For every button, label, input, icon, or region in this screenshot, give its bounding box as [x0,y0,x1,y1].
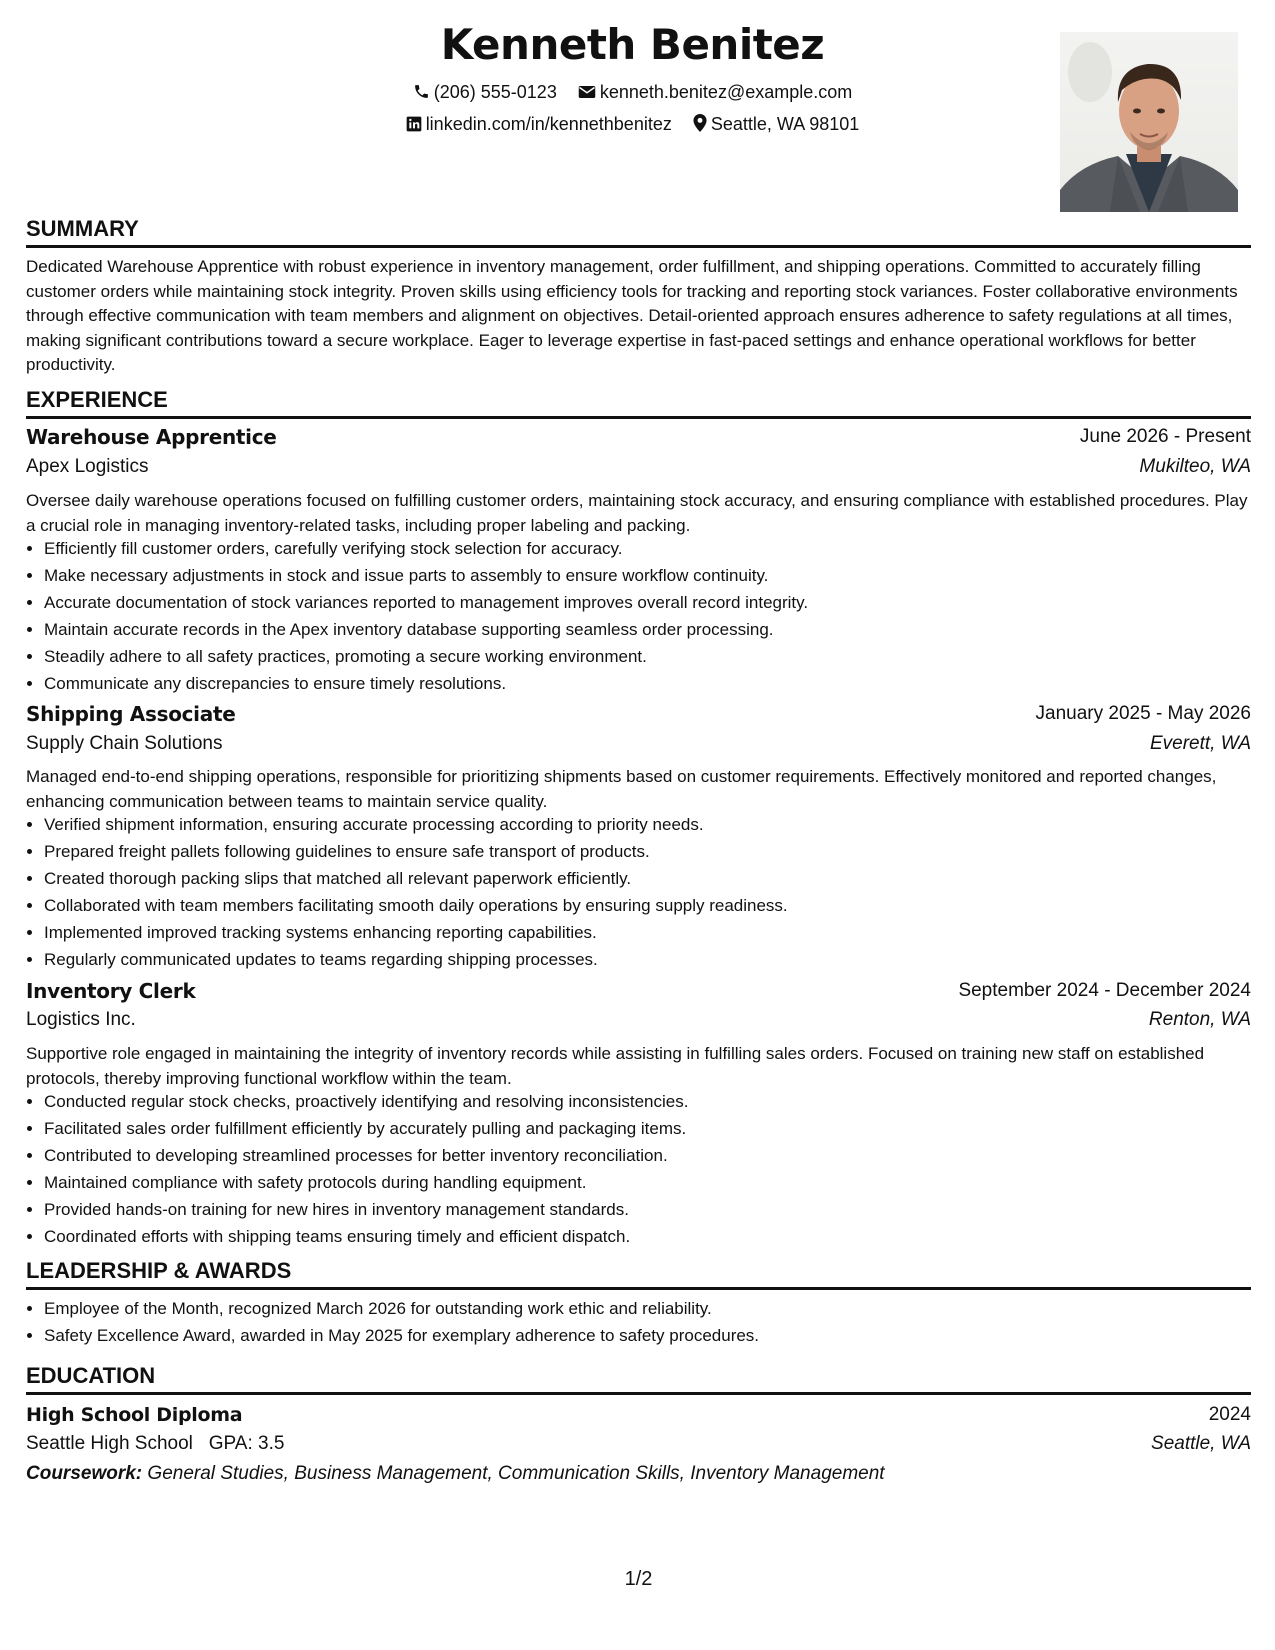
job-company: Apex Logistics [26,456,149,477]
phone-contact [413,82,557,103]
bullet-item: • Communicate any discrepancies to ensure timely resolutions. [44,672,1244,699]
map-pin-icon [693,114,707,132]
bullet-item: • Maintain accurate records in the Apex inventory database supporting seamless order processing. [44,618,1244,645]
bullet-item: • Collaborated with team members facilitating smooth daily operations by ensuring supply readiness. [44,894,1244,921]
linkedin-contact[interactable] [406,114,672,135]
bullet-item: • Contributed to developing streamlined processes for better inventory reconciliation. [44,1144,1244,1171]
job-description: Supportive role engaged in maintaining the integrity of inventory records while assisting in fulfilling sales orders. Focused on training new staff on established protocols, thereby improving functional workflow within the team. [26,1044,1205,1088]
bullet-item: • Efficiently fill customer orders, carefully verifying stock selection for accuracy. [44,537,1244,564]
bullet-item: • Maintained compliance with safety protocols during handling equipment. [44,1171,1244,1198]
job-dates: January 2025 - May 2026 [1035,703,1251,724]
bullet-item: • Regularly communicated updates to teams regarding shipping processes. [44,948,1244,975]
bullet-item: • Facilitated sales order fulfillment efficiently by accurately pulling and packaging items. [44,1117,1244,1144]
job-description: Oversee daily warehouse operations focused on fulfilling customer orders, maintaining stock accuracy, and ensuring compliance with established procedures. Play a crucial role in managing inventory-related tasks, including proper labeling and packing. [26,491,1248,535]
job-location: Renton, WA [1148,1009,1251,1030]
email-contact[interactable] [578,82,852,103]
job-dates: September 2024 - December 2024 [958,980,1251,1001]
contact-row-2 [26,114,1239,135]
job-title: Inventory Clerk [26,979,196,1003]
location-contact [693,114,859,135]
summary-text: Dedicated Warehouse Apprentice with robust experience in inventory management, order fulfillment, and shipping operations. Committed to accurately filling customer orders while maintaining stock integrity. Proven skills using efficiency tools for tracking and reporting stock variances. Foster collaborative environments through effective communication with team members and alignment on objectives. Detail-oriented approach ensures adherence to safety regulations at all times, making significant contributions toward a secure workplace. Eager to leverage expertise in fast-paced settings and enhance operational workflows for better productivity. [26,257,1238,374]
bullet-item: • Steadily adhere to all safety practices, promoting a secure working environment. [44,645,1244,672]
page-number: 1/2 [624,1568,653,1590]
school-name: Seattle High School [26,1433,193,1454]
contact-row-1 [26,82,1239,103]
bullet-item: • Coordinated efforts with shipping teams ensuring timely and efficient dispatch. [44,1225,1244,1252]
bullet-item: • Verified shipment information, ensuring accurate processing according to priority needs. [44,813,1244,840]
linkedin-icon [406,116,422,132]
bullet-item: • Provided hands-on training for new hires in inventory management standards. [44,1198,1244,1225]
leadership-heading: LEADERSHIP & AWARDS [26,1258,1251,1290]
location-text: Seattle, WA 98101 [710,114,860,134]
job-company: Supply Chain Solutions [26,733,223,754]
school-line [26,1433,284,1455]
gpa: GPA: 3.5 [208,1433,285,1454]
coursework-list: General Studies, Business Management, Communication Skills, Inventory Management [147,1463,885,1484]
coursework-line [26,1463,885,1485]
bullet-item: • Created thorough packing slips that matched all relevant paperwork efficiently. [44,867,1244,894]
degree-title: High School Diploma [26,1404,243,1426]
profile-photo [1060,32,1238,212]
job-dates: June 2026 - Present [1079,426,1251,447]
bullet-item: • Make necessary adjustments in stock and issue parts to assembly to ensure workflow continuity. [44,564,1244,591]
bullet-item: • Prepared freight pallets following guidelines to ensure safe transport of products. [44,840,1244,867]
awards-list [26,1297,1244,1351]
job-bullets [26,537,1244,699]
bullet-item: • Conducted regular stock checks, proactively identifying and resolving inconsistencies. [44,1090,1244,1117]
award-item: • Safety Excellence Award, awarded in May 2025 for exemplary adherence to safety procedures. [44,1324,1244,1351]
job-location: Everett, WA [1149,733,1251,754]
school-location: Seattle, WA [1151,1433,1251,1454]
linkedin-link[interactable]: linkedin.com/in/kennethbenitez [425,114,672,134]
education-heading: EDUCATION [26,1363,1251,1395]
coursework-label: Coursework: [26,1463,143,1484]
bullet-item: • Implemented improved tracking systems enhancing reporting capabilities. [44,921,1244,948]
envelope-icon [578,84,596,100]
award-item: • Employee of the Month, recognized March 2026 for outstanding work ethic and reliability. [44,1297,1244,1324]
phone-text: (206) 555-0123 [433,82,557,102]
resume-page [26,0,1251,1650]
job-location: Mukilteo, WA [1139,456,1251,477]
candidate-name: Kenneth Benitez [440,20,825,69]
graduation-year: 2024 [1208,1404,1251,1425]
summary-heading: SUMMARY [26,216,1251,248]
job-bullets [26,1090,1244,1252]
job-company: Logistics Inc. [26,1009,136,1030]
bullet-item: • Accurate documentation of stock variances reported to management improves overall record integrity. [44,591,1244,618]
job-title: Warehouse Apprentice [26,425,277,449]
email-link[interactable]: kenneth.benitez@example.com [599,82,853,102]
experience-heading: EXPERIENCE [26,387,1251,419]
job-description: Managed end-to-end shipping operations, responsible for prioritizing shipments based on customer requirements. Effectively monitored and reported changes, enhancing communication between teams to maintain service quality. [26,767,1217,811]
job-bullets [26,813,1244,975]
phone-icon [413,83,430,100]
job-title: Shipping Associate [26,702,236,726]
